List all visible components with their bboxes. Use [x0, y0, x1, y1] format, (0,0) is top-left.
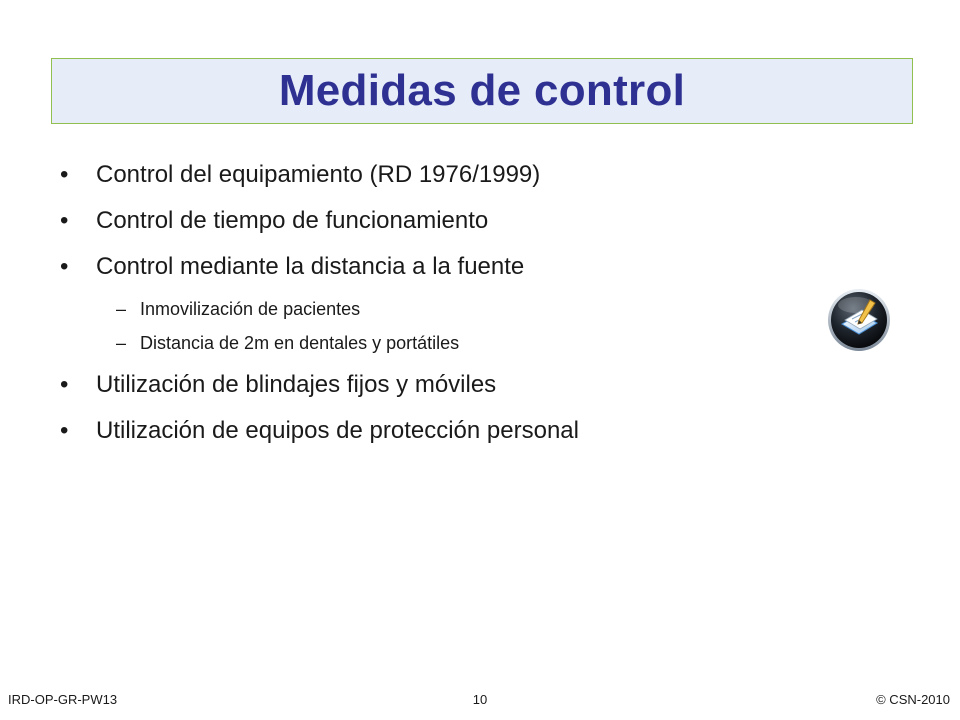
bullet-list: [60, 155, 820, 457]
footer-page-number: 10: [472, 692, 488, 707]
bullet-item: • Control de tiempo de funcionamiento: [60, 201, 820, 241]
bullet-item: • Control del equipamiento (RD 1976/1999): [60, 155, 820, 195]
bullet-item: • Control mediante la distancia a la fuente: [60, 247, 820, 287]
edit-notes-icon[interactable]: [826, 287, 892, 353]
edit-notes-icon-graphic: [826, 287, 892, 353]
bullet-item: • Utilización de blindajes fijos y móviles: [60, 365, 820, 405]
bullet-item: • Utilización de equipos de protección personal: [60, 411, 820, 451]
footer-code: IRD-OP-GR-PW13: [8, 692, 118, 707]
title-box: [51, 58, 913, 124]
footer-copyright: © CSN-2010: [876, 692, 950, 707]
page-title: Medidas de control: [278, 66, 686, 115]
sub-bullet-item: – Inmovilización de pacientes: [60, 293, 820, 325]
sub-bullet-item: – Distancia de 2m en dentales y portátiles: [60, 327, 820, 359]
